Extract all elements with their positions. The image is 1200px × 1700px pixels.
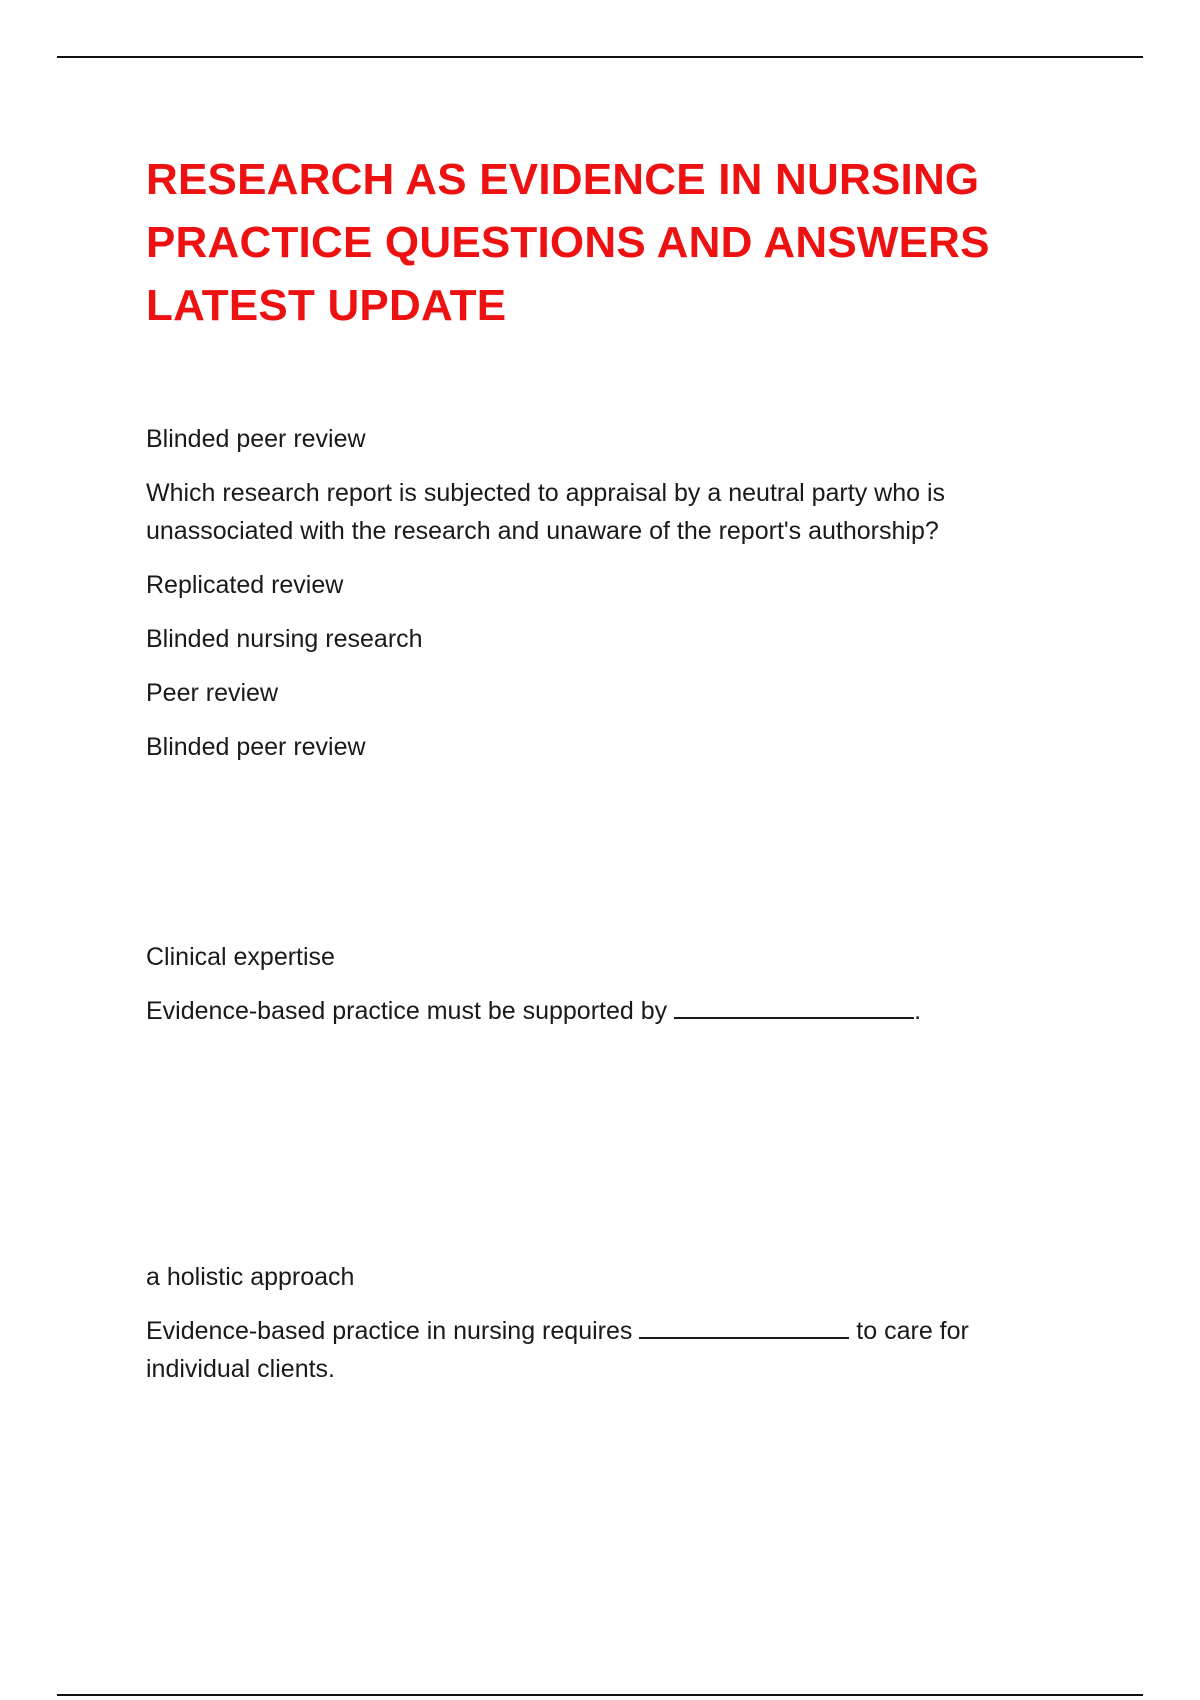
title-line-2: PRACTICE QUESTIONS AND ANSWERS [146,218,990,267]
qa-item [146,938,1076,1046]
option-item: Blinded nursing research [146,625,423,653]
bottom-rule [57,1694,1143,1696]
qa-item [146,1258,1076,1404]
question-text: Which research report is subjected to appraisal by a neutral party who is unassociated with the research and unaware of the report's authorship? [146,479,945,545]
option-item: Replicated review [146,571,344,599]
title-line-3: LATEST UPDATE [146,281,507,330]
answer-text: Clinical expertise [146,943,335,971]
question-text [146,1312,1076,1388]
option-item: Peer review [146,679,278,707]
top-rule [57,56,1143,58]
answer-text: Blinded peer review [146,425,366,453]
fill-in-blank [674,993,914,1019]
question-text [146,992,1076,1030]
document-title [146,148,1076,337]
option-item: Blinded peer review [146,733,366,761]
question-text-end: . [914,997,922,1025]
page-content [146,148,1076,1383]
title-line-1: RESEARCH AS EVIDENCE IN NURSING [146,155,980,204]
question-text-end: to care for individual clients. [146,1317,969,1383]
qa-item [146,420,1076,782]
answer-text: a holistic approach [146,1263,355,1291]
question-text-start: Evidence-based practice must be supported by [146,997,668,1025]
fill-in-blank [639,1313,849,1339]
question-text-start: Evidence-based practice in nursing requires [146,1317,633,1345]
